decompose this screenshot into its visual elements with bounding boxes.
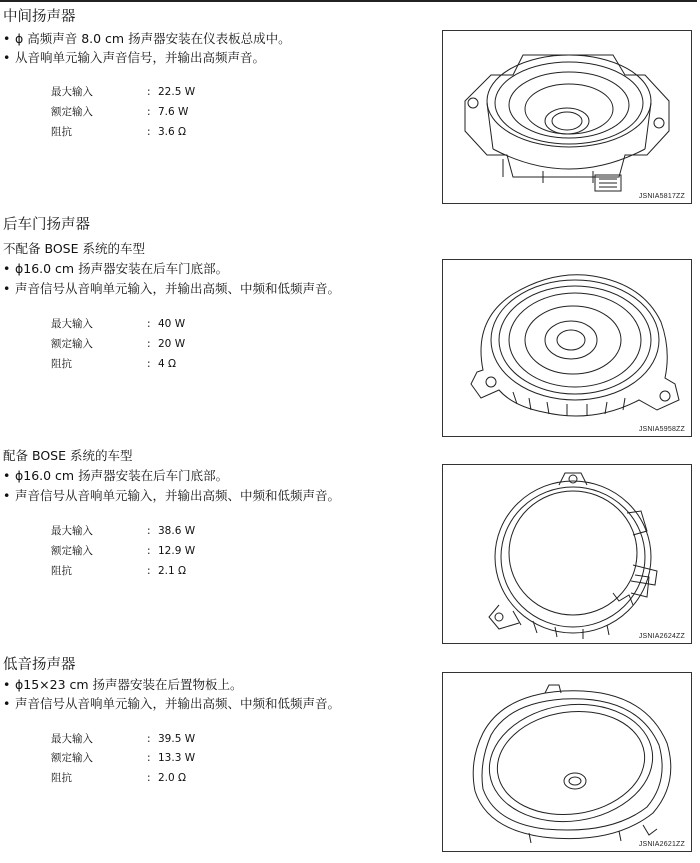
spec-row-impedance [51,770,186,785]
spec-row-max-input [51,84,195,99]
spec-value: 40 W [158,318,186,330]
variant-title-bose: 配备 BOSE 系统的车型 [3,448,133,463]
bullet-dot: • [3,677,11,692]
bullet-item [3,29,291,47]
figure-code: JSNIA2621ZZ [638,841,685,848]
spec-row-rated-input [51,543,195,558]
bullet-dot: • [3,50,11,65]
spec-value: 38.6 W [158,525,196,537]
bullet-text: ϕ 高频声音 8.0 cm 扬声器安装在仪表板总成中。 [15,31,291,46]
spec-label: 最大输入 [51,733,93,745]
spec-row-rated-input [51,750,195,765]
bullet-text: 声音信号从音响单元输入，并输出高频、中频和低频声音。 [15,281,341,296]
section-title-center-speaker: 中间扬声器 [3,9,76,25]
top-rule [0,0,697,2]
spec-value: 12.9 W [158,545,196,557]
spec-row-max-input [51,523,195,538]
spec-colon: : [147,318,151,330]
spec-colon: : [147,752,151,764]
spec-label: 额定输入 [51,338,93,350]
spec-colon: : [147,545,151,557]
spec-value: 2.1 Ω [158,565,187,577]
bullet-text: 从音响单元输入声音信号，并输出高频声音。 [15,50,266,65]
spec-colon: : [147,772,151,784]
bose-speaker-illustration [443,465,693,645]
spec-colon: : [147,106,151,118]
bullet-text: ϕ15×23 cm 扬声器安装在后置物板上。 [15,677,243,692]
bullet-item [3,259,228,277]
bullet-dot: • [3,31,11,46]
bullet-dot: • [3,468,11,483]
figure-subwoofer [442,672,692,852]
bullet-item [3,48,265,66]
spec-label: 阻抗 [51,565,72,577]
spec-row-impedance [51,563,186,578]
spec-label: 最大输入 [51,86,93,98]
center-speaker-illustration [443,31,693,205]
bullet-item [3,675,243,693]
bullet-item [3,279,340,297]
spec-value: 13.3 W [158,752,196,764]
spec-colon: : [147,86,151,98]
bullet-text: ϕ16.0 cm 扬声器安装在后车门底部。 [15,261,229,276]
section-title-subwoofer: 低音扬声器 [3,657,76,673]
bullet-item [3,486,340,504]
subwoofer-illustration [443,673,693,853]
figure-code: JSNIA5817ZZ [638,193,685,200]
spec-colon: : [147,565,151,577]
spec-value: 4 Ω [158,358,177,370]
figure-code: JSNIA2624ZZ [638,633,685,640]
spec-row-rated-input [51,336,185,351]
spec-label: 阻抗 [51,772,72,784]
spec-value: 22.5 W [158,86,196,98]
bullet-text: 声音信号从音响单元输入，并输出高频、中频和低频声音。 [15,696,341,711]
spec-label: 阻抗 [51,358,72,370]
spec-row-max-input [51,316,185,331]
bullet-dot: • [3,488,11,503]
spec-colon: : [147,338,151,350]
figure-code: JSNIA5958ZZ [638,426,685,433]
spec-value: 3.6 Ω [158,126,187,138]
spec-colon: : [147,525,151,537]
spec-value: 20 W [158,338,186,350]
spec-row-rated-input [51,104,188,119]
bullet-text: 声音信号从音响单元输入，并输出高频、中频和低频声音。 [15,488,341,503]
spec-colon: : [147,358,151,370]
bullet-text: ϕ16.0 cm 扬声器安装在后车门底部。 [15,468,229,483]
spec-value: 2.0 Ω [158,772,187,784]
spec-row-impedance [51,124,186,139]
bullet-dot: • [3,261,11,276]
spec-label: 最大输入 [51,318,93,330]
spec-row-impedance [51,356,176,371]
spec-label: 额定输入 [51,752,93,764]
figure-rear-door-speaker-no-bose [442,259,692,437]
section-title-rear-door-speaker: 后车门扬声器 [3,217,90,233]
figure-rear-door-speaker-bose [442,464,692,644]
spec-value: 39.5 W [158,733,196,745]
bullet-item [3,694,340,712]
figure-center-speaker [442,30,692,204]
spec-value: 7.6 W [158,106,189,118]
bullet-dot: • [3,696,11,711]
bullet-dot: • [3,281,11,296]
spec-label: 额定输入 [51,545,93,557]
spec-row-max-input [51,731,195,746]
spec-label: 额定输入 [51,106,93,118]
spec-label: 阻抗 [51,126,72,138]
variant-title-no-bose: 不配备 BOSE 系统的车型 [3,241,145,256]
rear-door-speaker-illustration [443,260,693,438]
spec-label: 最大输入 [51,525,93,537]
spec-colon: : [147,733,151,745]
spec-colon: : [147,126,151,138]
bullet-item [3,466,228,484]
